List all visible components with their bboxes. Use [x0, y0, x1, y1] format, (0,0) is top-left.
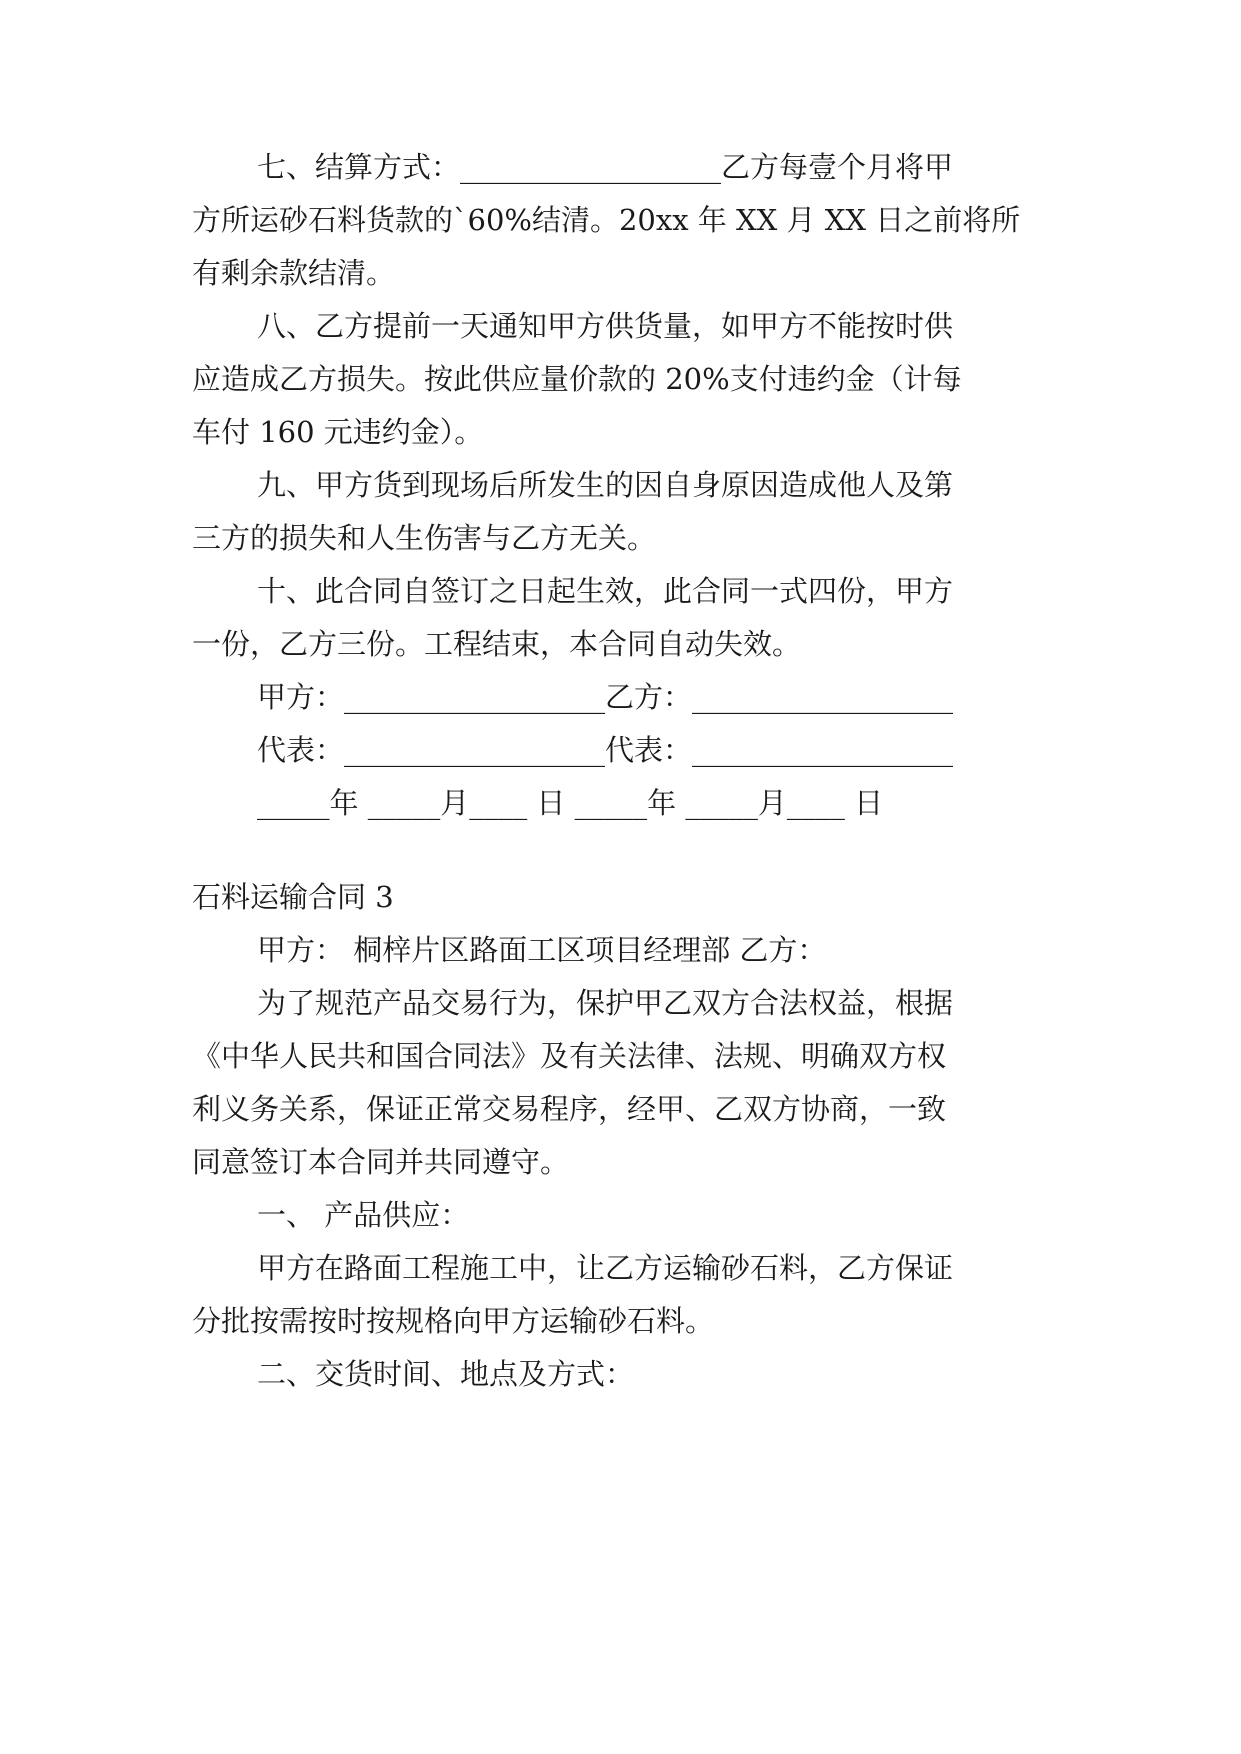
clause-7-line-2: 方所运砂石料货款的`60%结清。20xx 年 XX 月 XX 日之前将所: [192, 203, 1021, 237]
signature-representative-line: 代表：__________________代表：__________________: [257, 733, 954, 767]
contract-3-parties: 甲方： 桐梓片区路面工区项目经理部 乙方：: [257, 933, 827, 967]
clause-7-line-1: 七、结算方式：__________________乙方每壹个月将甲: [257, 150, 954, 184]
preamble-line-1: 为了规范产品交易行为，保护甲乙双方合法权益，根据: [257, 986, 954, 1020]
clause-9-line-1: 九、甲方货到现场后所发生的因自身原因造成他人及第: [257, 468, 954, 502]
signature-party-line: 甲方：__________________乙方：__________________: [257, 680, 954, 714]
clause-8-line-1: 八、乙方提前一天通知甲方供货量，如甲方不能按时供: [257, 309, 954, 343]
contract-3-title: 石料运输合同 3: [192, 880, 394, 914]
section-1-line-2: 分批按需按时按规格向甲方运输砂石料。: [192, 1304, 715, 1338]
section-2-heading: 二、交货时间、地点及方式：: [257, 1357, 635, 1391]
section-1-line-1: 甲方在路面工程施工中，让乙方运输砂石料，乙方保证: [257, 1251, 954, 1285]
clause-9-line-2: 三方的损失和人生伤害与乙方无关。: [192, 521, 657, 555]
preamble-line-2: 《中华人民共和国合同法》及有关法律、法规、明确双方权: [192, 1039, 947, 1073]
preamble-line-3: 利义务关系，保证正常交易程序，经甲、乙双方协商，一致: [192, 1092, 947, 1126]
clause-7-line-3: 有剩余款结清。: [192, 256, 396, 290]
preamble-line-4: 同意签订本合同并共同遵守。: [192, 1145, 570, 1179]
clause-10-line-1: 十、此合同自签订之日起生效，此合同一式四份，甲方: [257, 574, 954, 608]
clause-10-line-2: 一份，乙方三份。工程结束，本合同自动失效。: [192, 627, 802, 661]
clause-8-line-3: 车付 160 元违约金）。: [192, 415, 484, 449]
clause-8-line-2: 应造成乙方损失。按此供应量价款的 20%支付违约金（计每: [192, 362, 962, 396]
signature-date-line: _____年 _____月____ 日 _____年 _____月____ 日: [257, 786, 884, 820]
section-1-heading: 一、 产品供应：: [257, 1198, 470, 1232]
